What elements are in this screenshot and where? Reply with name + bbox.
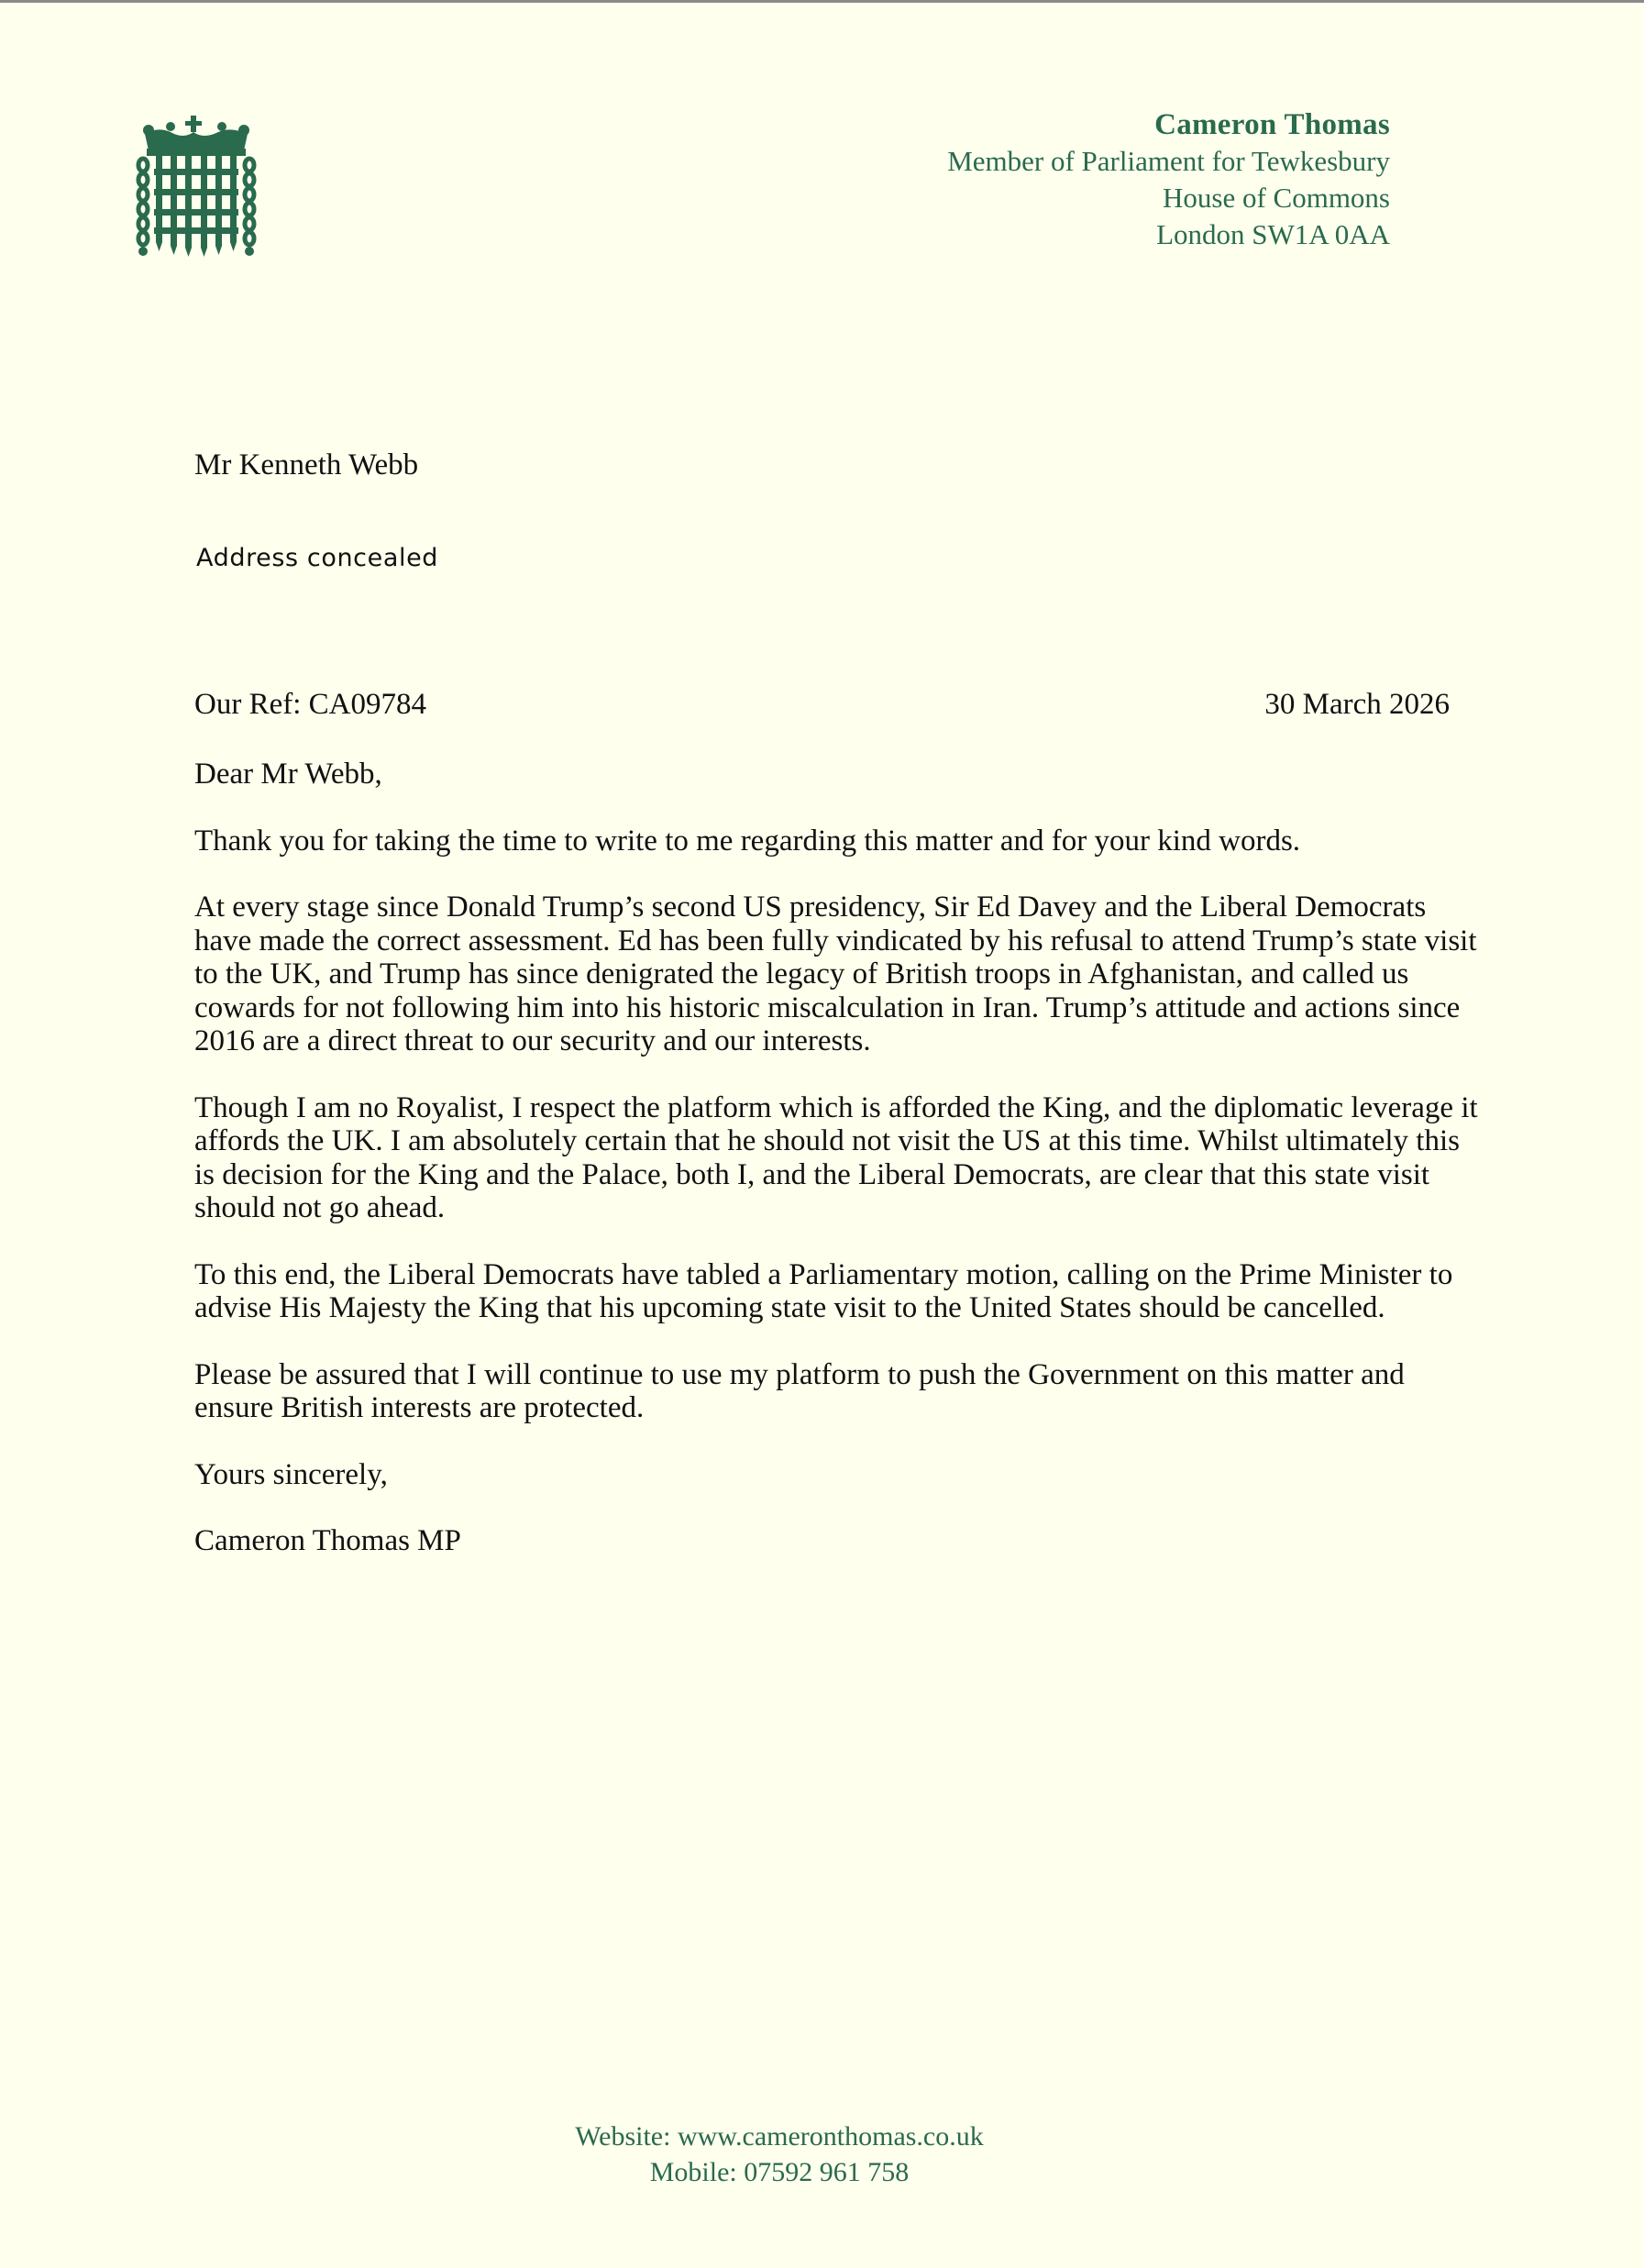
signature: Cameron Thomas MP — [194, 1524, 461, 1557]
body-paragraph-5: Please be assured that I will continue to use my platform to push the Government on this matter and ensure British interests are protected. — [194, 1357, 1405, 1424]
salutation: Dear Mr Webb, — [194, 758, 382, 791]
reference-number: Our Ref: CA09784 — [194, 688, 426, 721]
letterhead — [947, 106, 1390, 253]
body-paragraph-2: At every stage since Donald Trump’s second US presidency, Sir Ed Davey and the Liberal Democrats have made the correct assessment. Ed has been fully vindicated by his refusal to attend Trump’s state visit to the UK, and Trump has since denigrated the legacy of British troops in Afghanistan, and called us cowards for not following him into his historic miscalculation in Iran. Trump’s attitude and actions since 2016 are a direct threat to our security and our interests. — [194, 891, 1477, 1057]
mp-institution: House of Commons — [1163, 182, 1390, 214]
footer-website: Website: www.cameronthomas.co.uk — [575, 2121, 984, 2152]
recipient-name: Mr Kenneth Webb — [194, 448, 419, 481]
body-paragraph-1: Thank you for taking the time to write to me regarding this matter and for your kind words. — [194, 824, 1301, 857]
body-paragraph-3: Though I am no Royalist, I respect the platform which is afforded the King, and the diplomatic leverage it affords the UK. I am absolutely certain that he should not visit the US at this time. Whilst ultimately this is decision for the King and the Palace, both I, and the Liberal Democrats, are clear that this state visit should not go ahead. — [194, 1090, 1478, 1224]
closing: Yours sincerely, — [194, 1457, 388, 1491]
mp-role: Member of Parliament for Tewkesbury — [947, 145, 1390, 177]
letter-body — [194, 758, 1478, 1591]
recipient-address: Address concealed — [196, 544, 439, 572]
letter-date: 30 March 2026 — [1264, 688, 1450, 721]
top-border — [0, 0, 1644, 3]
footer-mobile: Mobile: 07592 961 758 — [649, 2157, 910, 2187]
body-paragraph-4: To this end, the Liberal Democrats have tabled a Parliamentary motion, calling on the Prime Minister to advise His Majesty the King that his upcoming state visit to the United States should be cancelled. — [194, 1257, 1453, 1324]
mp-name: Cameron Thomas — [1154, 108, 1390, 141]
mp-city-postcode: London SW1A 0AA — [1156, 218, 1390, 250]
portcullis-icon — [136, 114, 257, 257]
footer — [0, 2119, 1559, 2190]
